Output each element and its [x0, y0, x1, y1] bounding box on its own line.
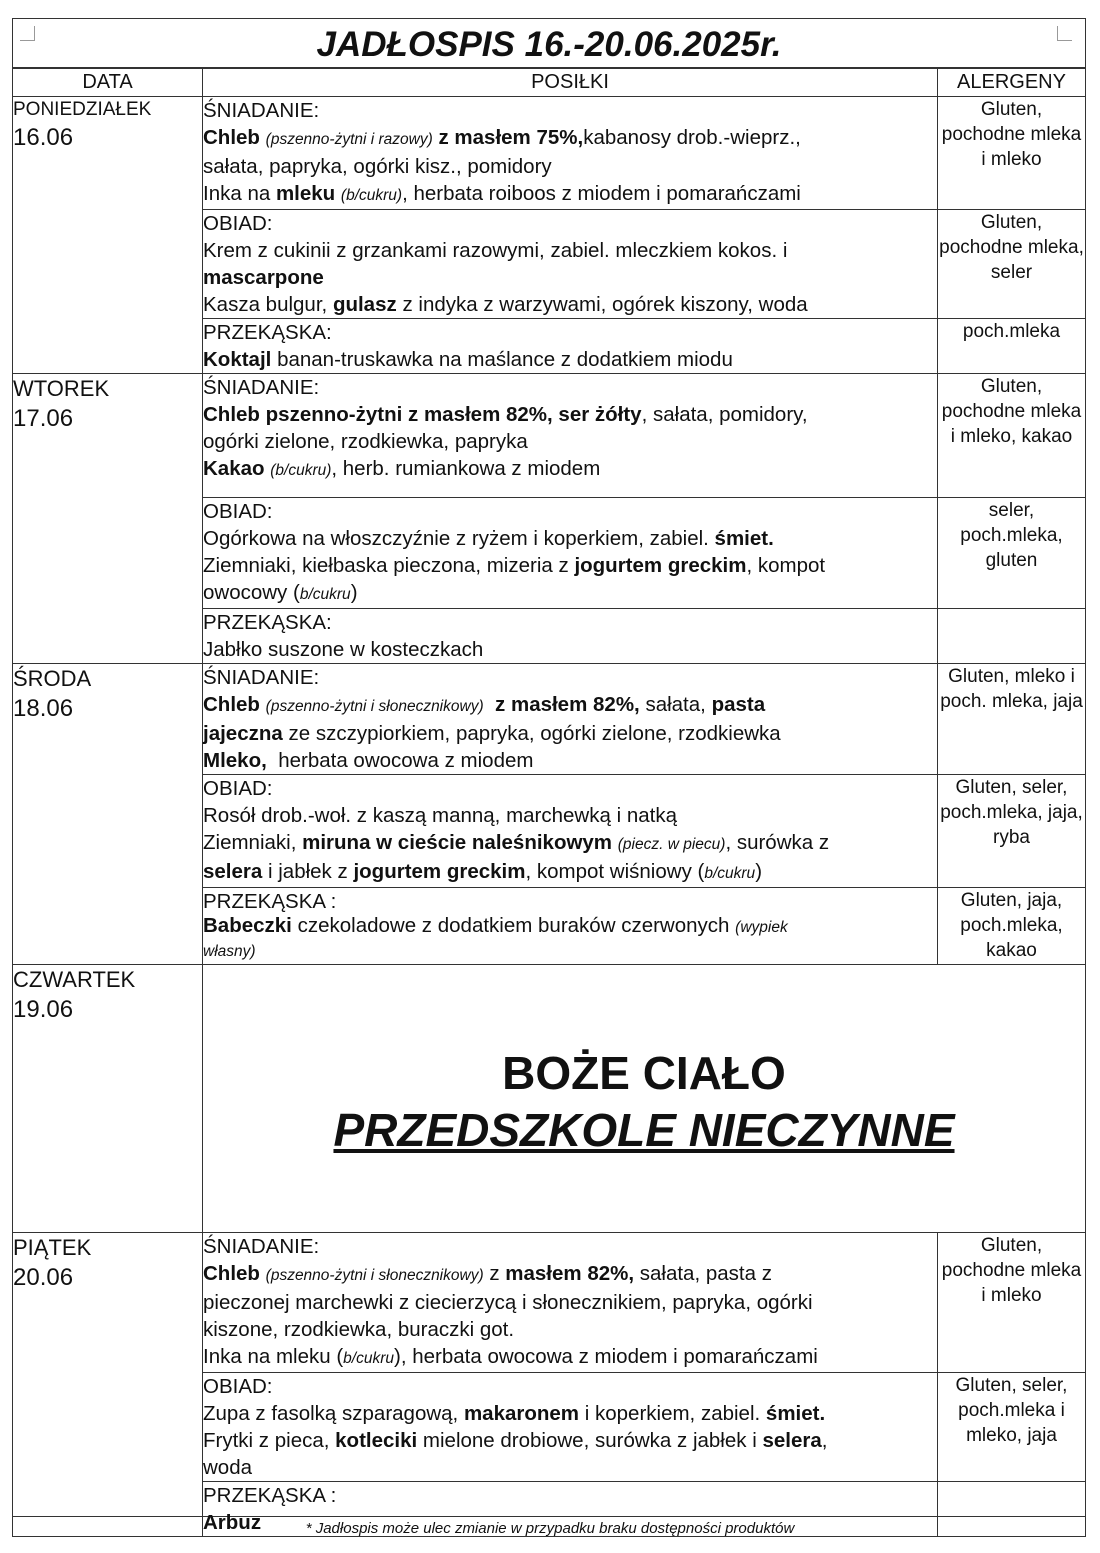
meal-label: ŚNIADANIE:: [203, 376, 320, 399]
day-name: PONIEDZIAŁEK: [13, 99, 152, 120]
meal-label: OBIAD:: [203, 212, 273, 235]
day-date: 17.06: [13, 405, 74, 432]
day-cell-tuesday: [13, 374, 203, 664]
holiday-title: BOŻE CIAŁO: [502, 1046, 786, 1099]
meal-breakfast: ŚNIADANIE: Chleb pszenno-żytni z masłem 82%, ser żółty, sałata, pomidory, ogórki zielone, rzodkiewka, papryka Kakao (b/cukru), herb. rumiankowa z miodem: [203, 374, 938, 498]
allergens-cell: Gluten, seler, poch.mleka, jaja, ryba: [938, 775, 1086, 888]
meal-snack: PRZEKĄSKA : Babeczki czekoladowe z dodatkiem buraków czerwonych (wypiek własny): [203, 888, 938, 965]
allergens-cell: poch.mleka: [938, 319, 1086, 374]
header-allergens: ALERGENY: [938, 69, 1086, 97]
table-row: [13, 374, 1086, 498]
meal-lunch: OBIAD: Rosół drob.-woł. z kaszą manną, marchewką i natką Ziemniaki, miruna w cieście naleśnikowym (piecz. w piecu), surówka z selera i jabłek z jogurtem greckim, kompot wiśniowy (b/cukru): [203, 775, 938, 888]
meal-label: PRZEKĄSKA:: [203, 321, 332, 344]
allergens-cell: Gluten, seler, poch.mleka i mleko, jaja: [938, 1373, 1086, 1482]
day-date: 18.06: [13, 695, 74, 722]
day-date: 16.06: [13, 124, 74, 151]
day-name: WTOREK: [13, 376, 110, 401]
table-row: [13, 664, 1086, 775]
day-date: 19.06: [13, 996, 74, 1023]
allergens-cell: Gluten, pochodne mleka i mleko: [938, 1233, 1086, 1373]
menu-table: [12, 68, 1086, 1537]
header-date: DATA: [13, 69, 203, 97]
table-row: [13, 1233, 1086, 1373]
meal-lunch: OBIAD: Ogórkowa na włoszczyźnie z ryżem i koperkiem, zabiel. śmiet. Ziemniaki, kiełbaska pieczona, mizeria z jogurtem greckim, kompot owocowy (b/cukru): [203, 498, 938, 609]
header-row: [13, 69, 1086, 97]
day-cell-wednesday: [13, 664, 203, 965]
meal-label: OBIAD:: [203, 1375, 273, 1398]
holiday-notice: PRZEDSZKOLE NIECZYNNE: [333, 1103, 955, 1156]
header-meals: POSIŁKI: [203, 69, 938, 97]
meal-breakfast: ŚNIADANIE: Chleb (pszenno-żytni i razowy) z masłem 75%,kabanosy drob.-wieprz., sałata, papryka, ogórki kisz., pomidory Inka na mleku (b/cukru), herbata roiboos z miodem i pomarańczami: [203, 97, 938, 210]
table-row: [13, 97, 1086, 210]
meal-label: ŚNIADANIE:: [203, 1235, 320, 1258]
meal-label: PRZEKĄSKA :: [203, 1484, 337, 1507]
table-row: [13, 965, 1086, 1233]
meal-label: PRZEKĄSKA :: [203, 890, 337, 913]
day-name: CZWARTEK: [13, 967, 136, 992]
meal-label: OBIAD:: [203, 777, 273, 800]
meal-breakfast: ŚNIADANIE: Chleb (pszenno-żytni i słonecznikowy) z masłem 82%, sałata, pasta jajeczna ze szczypiorkiem, papryka, ogórki zielone, rzodkiewka Mleko, herbata owocowa z miodem: [203, 664, 938, 775]
allergens-cell: Gluten, mleko i poch. mleka, jaja: [938, 664, 1086, 775]
meal-label: ŚNIADANIE:: [203, 99, 320, 122]
menu-title: JADŁOSPIS 16.-20.06.2025r.: [12, 20, 1086, 68]
day-date: 20.06: [13, 1264, 74, 1291]
holiday-cell: [203, 965, 1086, 1233]
day-cell-friday: [13, 1233, 203, 1537]
allergens-cell: [938, 609, 1086, 664]
meal-label: ŚNIADANIE:: [203, 666, 320, 689]
meal-breakfast: ŚNIADANIE: Chleb (pszenno-żytni i słonecznikowy) z masłem 82%, sałata, pasta z pieczonej marchewki z ciecierzycą i słonecznikiem, papryka, ogórki kiszone, rzodkiewka, buraczki got. Inka na mleku (b/cukru), herbata owocowa z miodem i pomarańczami: [203, 1233, 938, 1373]
meal-lunch: OBIAD: Krem z cukinii z grzankami razowymi, zabiel. mleczkiem kokos. i mascarpone Kasza bulgur, gulasz z indyka z warzywami, ogórek kiszony, woda: [203, 210, 938, 319]
day-name: ŚRODA: [13, 666, 92, 691]
allergens-cell: Gluten, pochodne mleka, seler: [938, 210, 1086, 319]
meal-lunch: OBIAD: Zupa z fasolką szparagową, makaronem i koperkiem, zabiel. śmiet. Frytki z pieca, kotleciki mielone drobiowe, surówka z jabłek i selera, woda: [203, 1373, 938, 1482]
day-cell-thursday: [13, 965, 203, 1233]
allergens-cell: Gluten, jaja, poch.mleka, kakao: [938, 888, 1086, 965]
footnote: * Jadłospis może ulec zmianie w przypadku braku dostępności produktów: [305, 1520, 795, 1537]
day-name: PIĄTEK: [13, 1235, 92, 1260]
allergens-cell: Gluten, pochodne mleka i mleko, kakao: [938, 374, 1086, 498]
meal-label: OBIAD:: [203, 500, 273, 523]
day-cell-monday: [13, 97, 203, 374]
allergens-cell: seler, poch.mleka, gluten: [938, 498, 1086, 609]
meal-label: PRZEKĄSKA:: [203, 611, 332, 634]
meal-snack: PRZEKĄSKA: Jabłko suszone w kosteczkach: [203, 609, 938, 664]
meal-snack: PRZEKĄSKA : Arbuz: [203, 1482, 938, 1537]
allergens-cell: Gluten, pochodne mleka i mleko: [938, 97, 1086, 210]
meal-snack: PRZEKĄSKA: Koktajl banan-truskawka na maślance z dodatkiem miodu: [203, 319, 938, 374]
